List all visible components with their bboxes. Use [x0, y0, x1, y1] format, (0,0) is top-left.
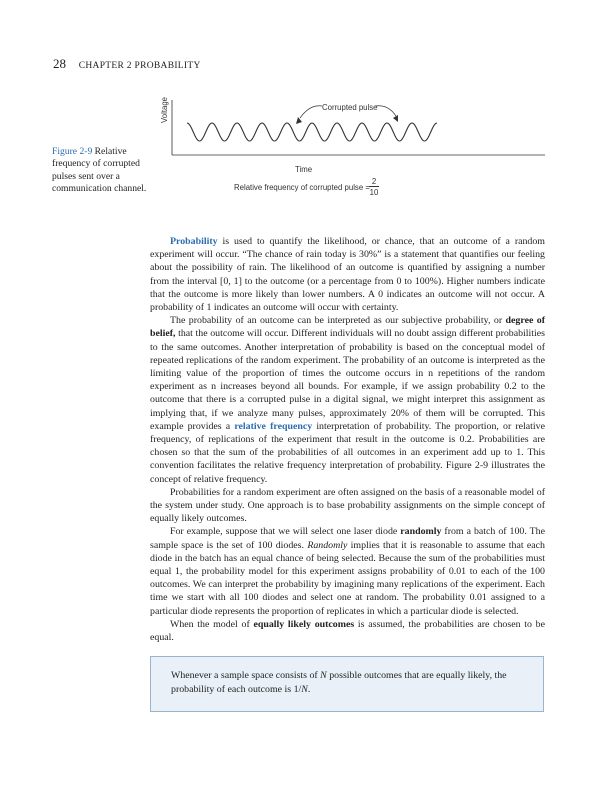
callout-n-2: N — [301, 684, 308, 695]
page-number: 28 — [53, 56, 66, 71]
term-randomly-italic: Randomly — [307, 539, 348, 551]
arrowhead-right — [393, 115, 398, 122]
figure-label: Figure 2-9 — [52, 146, 93, 157]
paragraph-5-text-c: is assumed, the probabilities are chosen to be equal. — [150, 618, 545, 644]
figure-caption — [52, 146, 157, 195]
paragraph-4-text-a: For example, suppose that we will select one laser diode — [170, 526, 401, 538]
paragraph-2 — [150, 314, 545, 486]
annotation-arrow-right — [375, 106, 396, 116]
x-axis-label: Time — [295, 165, 313, 174]
pulse-waveform — [187, 123, 437, 141]
term-randomly: randomly — [400, 526, 442, 538]
term-equally-likely: equally likely outcomes — [253, 618, 355, 630]
paragraph-5 — [150, 618, 545, 644]
paragraph-1 — [150, 235, 545, 314]
chapter-title: CHAPTER 2 PROBABILITY — [78, 61, 201, 71]
y-axis-label: Voltage — [160, 96, 169, 123]
arrowhead-left — [296, 117, 302, 124]
body-text — [150, 235, 545, 644]
callout-text — [171, 669, 523, 697]
paragraph-4 — [150, 525, 545, 617]
figure-caption-text: Relative frequency of corrupted pulses sent over a communication channel. — [52, 146, 147, 194]
paragraph-4-text-c: from a batch of 100. The sample space is the set of 100 diodes. — [150, 526, 545, 551]
paragraph-5-text-a: When the model of — [170, 618, 254, 630]
callout-text-c: possible outcomes that are equally likely, the probability of each outcome is 1/ — [171, 670, 507, 695]
fraction-numerator: 2 — [369, 177, 379, 187]
keyword-relative-frequency: relative frequency — [234, 420, 313, 432]
paragraph-2-text-c: that the outcome will occur. Different individuals will no doubt assign different probabilities to the same outcomes. Another interpretation of probability is based on the conceptual model of repeated replications of the random experiment. The probability of an outcome is interpreted as the limiting value of the proportion of times the outcome occurs in n repetitions of the random experiment as n increases beyond all bounds. For example, if we assign probability 0.2 to the outcome that there is a corrupted pulse in a digital signal, we might interpret this assignment as implying that, if we analyze many pulses, approximately 20% of them will be corrupted. This example provides a — [150, 328, 545, 432]
paragraph-2-text-a: The probability of an outcome can be interpreted as our subjective probability, or — [170, 315, 506, 327]
callout-n-1: N — [320, 670, 327, 681]
paragraph-1-text: is used to quantify the likelihood, or chance, that an outcome of a random experiment will occur. “The chance of rain today is 30%” is a statement that quantifies our feeling about the possibility of rain. The likelihood of an outcome is quantified by assigning a number from the interval [0, 1] to the outcome (or a percentage from 0 to 100%). Higher numbers indicate that the outcome is more likely than lower numbers. A 0 indicates an outcome will not occur. A probability of 1 indicates an outcome will occur with certainty. — [150, 236, 545, 314]
formula-text: Relative frequency of corrupted pulse = — [234, 183, 370, 192]
callout-text-e: . — [307, 684, 311, 695]
paragraph-3: Probabilities for a random experiment are often assigned on the basis of a reasonable model of the system under study. One approach is to base probability assignments on the simple concept of equally likely outcomes. — [150, 486, 545, 525]
page-header — [53, 56, 201, 72]
annotation-arrow-left — [300, 106, 322, 118]
pulse-figure — [160, 90, 560, 220]
callout-text-a: Whenever a sample space consists of — [171, 670, 321, 681]
paragraph-2-text-d: interpretation of probability. The proportion, or relative frequency, of replications of the experiment that result in the outcome is 0.2. Probabilities are chosen so that the sum of the probabilities of all outcomes in an experiment add up to 1. This convention facilitates the relative frequency interpretation of probability. Figure 2-9 illustrates the concept of relative frequency. — [150, 420, 545, 485]
corrupted-pulse-label: Corrupted pulse — [322, 103, 378, 112]
paragraph-4-text-e: implies that it is reasonable to assume that each diode in the batch has an equal chance of being selected. Because the sum of the probabilities must equal 1, the probability model for this experiment assigns probability of 0.01 to each of the 100 outcomes. We can interpret the probability by imagining many replications of the experiment. Each time we start with all 100 diodes and select one at random. The probability 0.01 assigned to a particular diode represents the proportion of replicates in which a particular diode is selected. — [150, 539, 545, 617]
keyword-probability: Probability — [170, 236, 218, 247]
fraction-denominator: 10 — [369, 188, 379, 197]
term-degree-of-belief: degree of belief, — [150, 315, 545, 340]
callout-box — [150, 656, 544, 712]
